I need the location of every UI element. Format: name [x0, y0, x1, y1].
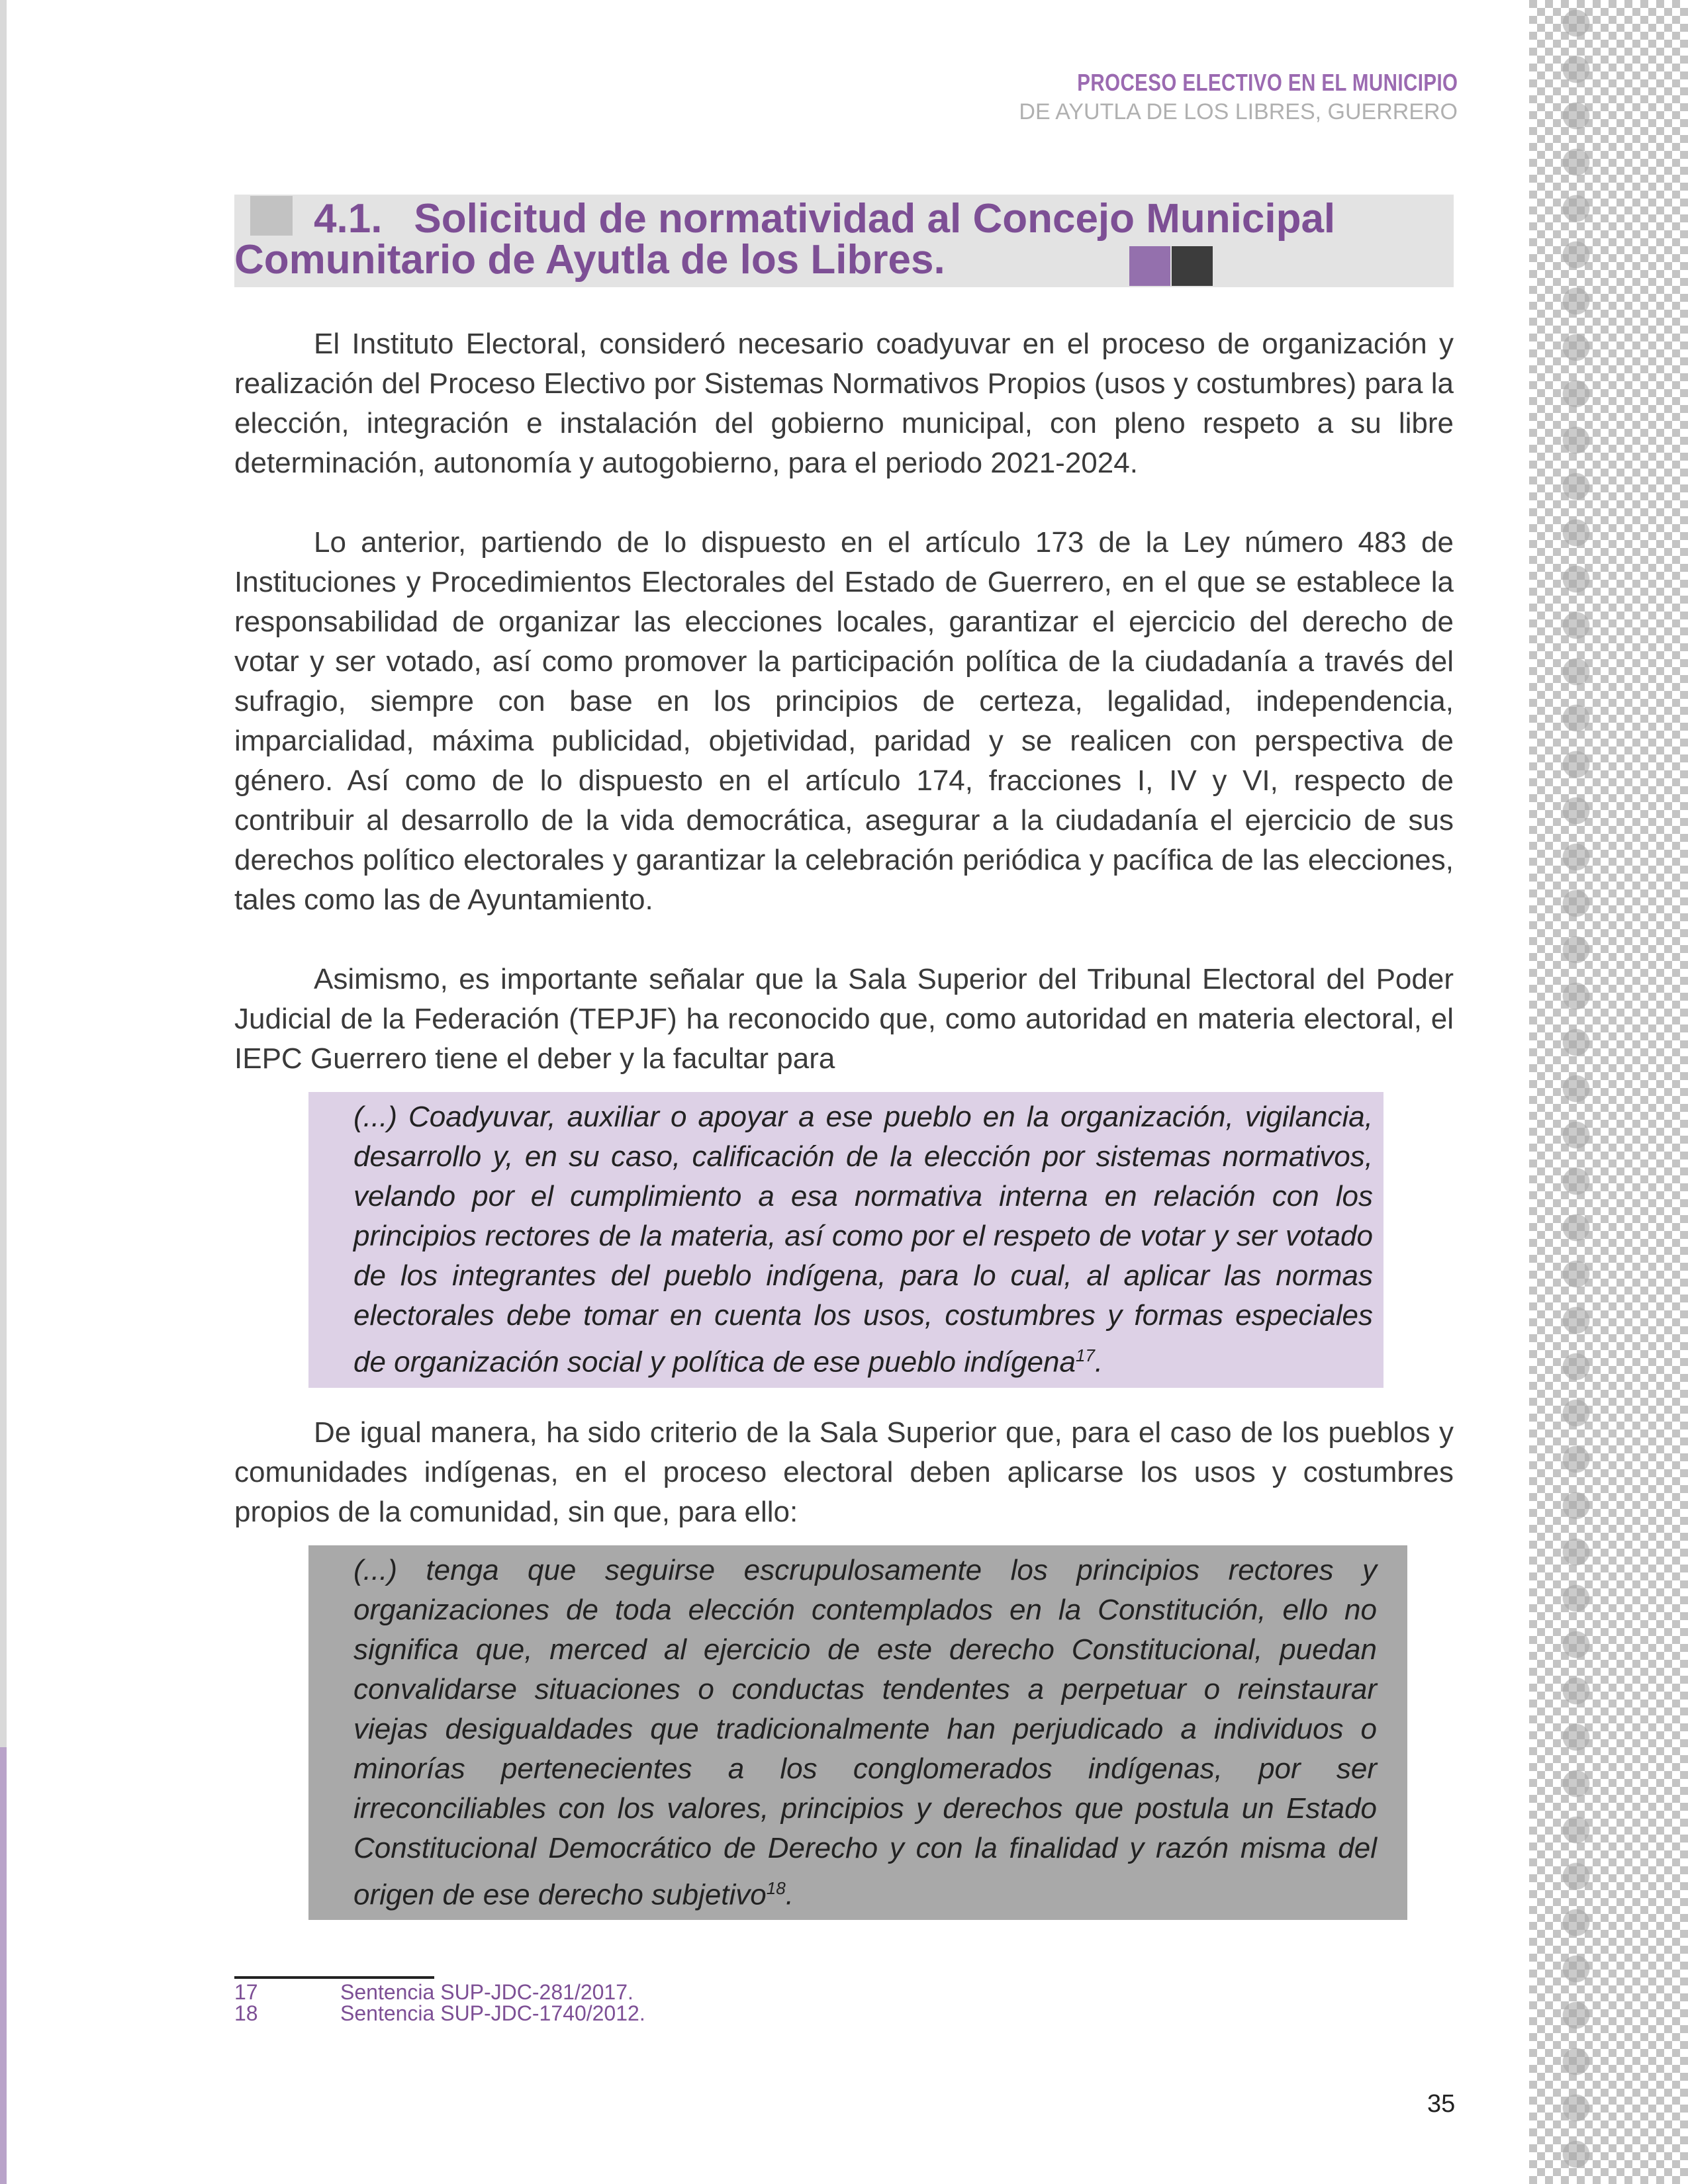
footnote-number: 17	[234, 1980, 258, 2004]
footnote-ref[interactable]: 17	[1075, 1345, 1095, 1365]
header-line1: PROCESO ELECTIVO EN EL MUNICIPIO	[1076, 69, 1458, 96]
footnote-number: 18	[234, 2001, 258, 2025]
running-header	[994, 69, 1458, 125]
block-quote: (...) Coadyuvar, auxiliar o apoyar a ese pueblo en la organización, vigilancia, desarrollo y, en su caso, calificación de la elección por sistemas normativos, velando por el cumplimiento a esa normativa interna en relación con los principios rectores de la materia, así como por el respeto de votar y ser votado de los integrantes del pueblo indígena, para lo cual, al aplicar las normas electorales debe tomar en cuenta los usos, costumbres y formas especiales de organización social y política de ese pueblo indígena$^{17}$.	[308, 1092, 1383, 1388]
footnote-divider	[234, 1976, 434, 1979]
footnote	[234, 2003, 645, 2024]
paragraph: Lo anterior, partiendo de lo dispuesto en el artículo 173 de la Ley número 483 de Instituciones y Procedimientos Electorales del Estado de Guerrero, en el que se establece la responsabilidad de organizar las elecciones locales, garantizar el ejercicio del derecho de votar y ser votado, así como promover la participación política de la ciudadanía a través del sufragio, siempre con base en los principios de certeza, legalidad, independencia, imparcialidad, máxima publicidad, objetividad, paridad y se realicen con perspectiva de género. Así como de lo dispuesto en el artículo 174, fracciones I, IV y VI, respecto de contribuir al desarrollo de la vida democrática, asegurar a la ciudadanía el ejercicio de sus derechos político electorales y garantizar la celebración periódica y pacífica de las elecciones, tales como las de Ayuntamiento.	[234, 526, 1454, 916]
page-number: 35	[1427, 2090, 1456, 2118]
footnote	[234, 1981, 645, 2003]
footnote-ref[interactable]: 18	[766, 1878, 786, 1898]
block-quote: (...) tenga que seguirse escrupulosamente los principios rectores y organizaciones de toda elección contemplados en la Constitución, ello no significa que, merced al ejercicio de este derecho Constitucional, puedan convalidarse situaciones o conductas tendentes a perpetuar o reinstaurar viejas desigualdades que tradicionalmente han perjudicado a individuos o minorías pertenecientes a los conglomerados indígenas, por ser irreconciliables con los valores, principios y derechos que postula un Estado Constitucional Democrático de Derecho y con la finalidad y razón misma del origen de ese derecho subjetivo$^{18}$.	[308, 1545, 1407, 1921]
section-number: 4.1.	[314, 196, 383, 242]
section-title-line1: Solicitud de normatividad al Concejo Municipal	[414, 196, 1336, 242]
decorative-border-pattern	[1529, 0, 1688, 2184]
body-content	[234, 324, 1454, 1920]
footnotes	[234, 1981, 645, 2024]
paragraph: De igual manera, ha sido criterio de la Sala Superior que, para el caso de los pueblos y comunidades indígenas, en el proceso electoral deben aplicarse los usos y costumbres propios de la comunidad, sin que, para ello:	[234, 1416, 1454, 1528]
quote-text: (...) tenga que seguirse escrupulosamente los principios rectores y organizaciones de toda elección contemplados en la Constitución, ello no significa que, merced al ejercicio de este derecho Constitucional, puedan convalidarse situaciones o conductas tendentes a perpetuar o reinstaurar viejas desigualdades que tradicionalmente han perjudicado a individuos o minorías pertenecientes a los conglomerados indígenas, por ser irreconciliables con los valores, principios y derechos que postula un Estado Constitucional Democrático de Derecho y con la finalidad y razón misma del origen de ese derecho subjetivo	[353, 1553, 1377, 1911]
section-title	[234, 196, 1454, 283]
paragraph: Asimismo, es importante señalar que la Sala Superior del Tribunal Electoral del Poder Judicial de la Federación (TEPJF) ha reconocido que, como autoridad en materia electoral, el IEPC Guerrero tiene el deber y la facultar para	[234, 963, 1454, 1075]
quote-text: (...) Coadyuvar, auxiliar o apoyar a ese pueblo en la organización, vigilancia, desarrollo y, en su caso, calificación de la elección por sistemas normativos, velando por el cumplimiento a esa normativa interna en relación con los principios rectores de la materia, así como por el respeto de votar y ser votado de los integrantes del pueblo indígena, para lo cual, al aplicar las normas electorales debe tomar en cuenta los usos, costumbres y formas especiales de organización social y política de ese pueblo indígena	[353, 1101, 1373, 1379]
left-edge-decoration	[0, 0, 7, 2184]
footnote-text: Sentencia SUP-JDC-1740/2012.	[340, 2001, 645, 2025]
section-title-line2: Comunitario de Ayutla de los Libres.	[234, 237, 945, 283]
footnote-text: Sentencia SUP-JDC-281/2017.	[340, 1980, 633, 2004]
header-line2: DE AYUTLA DE LOS LIBRES, GUERRERO	[1019, 99, 1458, 124]
paragraph: El Instituto Electoral, consideró necesario coadyuvar en el proceso de organización y realización del Proceso Electivo por Sistemas Normativos Propios (usos y costumbres) para la elección, integración e instalación del gobierno municipal, con pleno respeto a su libre determinación, autonomía y autogobierno, para el periodo 2021-2024.	[234, 328, 1454, 479]
